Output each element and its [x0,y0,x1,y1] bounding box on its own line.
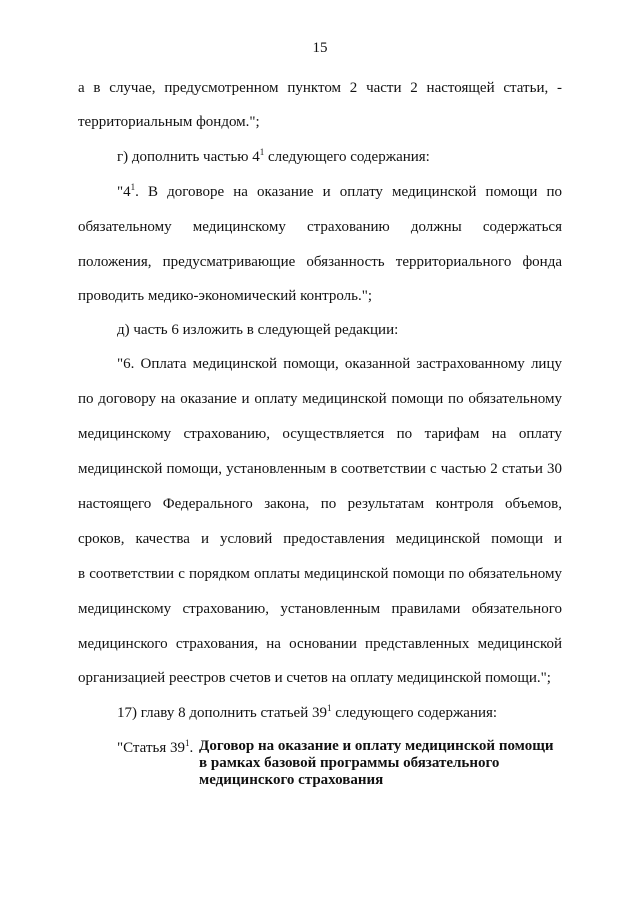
article-title [199,738,579,789]
text-line: проводить медико-экономический контроль."; [78,288,373,304]
text-line: д) часть 6 изложить в следующей редакции: [117,322,399,338]
page-number: 15 [312,40,328,56]
text-line: сроков, качества и условий предоставления медицинской помощи и [78,531,562,547]
article-label: "Статья $39^1$. [117,738,194,756]
text-span: следующего содержания: [331,705,498,721]
article-title-line: медицинского страхования [199,772,384,788]
text-line: организацией реестров счетов и счетов на оплату медицинской помощи."; [78,670,551,686]
text-line: медицинской помощи, установленным в соответствии с частью 2 статьи 30 [78,461,562,477]
article-title-line: в рамках базовой программы обязательного [199,755,500,771]
text-line: а в случае, предусмотренном пунктом 2 части 2 настоящей статьи, - [78,80,562,96]
text-line: медицинского страхования, на основании представленных медицинской [78,636,562,652]
text-line: обязательному медицинскому страхованию должны содержаться [78,219,562,235]
text-line: медицинскому страхованию, осуществляется по тарифам на оплату [78,426,562,442]
text-line: в соответствии с порядком оплаты медицинской помощи по обязательному [78,566,562,582]
text-span: следующего содержания: [264,149,430,165]
text-span: . В договоре на оказание и оплату медицинской помощи по [135,184,562,200]
text-span: 17) главу 8 дополнить статьей 39 [117,705,327,721]
text-line: по договору на оказание и оплату медицинской помощи по обязательному [78,391,562,407]
superscript: 1 [184,738,190,748]
text-line [117,703,562,724]
text-span: "Статья 39 [117,740,185,756]
text-line: территориальным фондом."; [78,114,260,130]
text-line: "6. Оплата медицинской помощи, оказанной застрахованному лицу [117,356,562,372]
text-span: г) дополнить частью 4 [117,149,260,165]
superscript: 1 [130,182,136,192]
text-line [117,147,562,168]
superscript: 1 [259,147,265,157]
text-span: "4 [117,184,131,200]
text-span [117,184,562,200]
text-line: медицинскому страхованию, установленным правилами обязательного [78,601,562,617]
article-title-line: Договор на оказание и оплату медицинской помощи [199,738,554,754]
text-line [117,182,562,203]
superscript: 1 [327,703,332,713]
text-line: настоящего Федерального закона, по результатам контроля объемов, [78,496,562,512]
text-line: положения, предусматривающие обязанность территориального фонда [78,254,562,270]
